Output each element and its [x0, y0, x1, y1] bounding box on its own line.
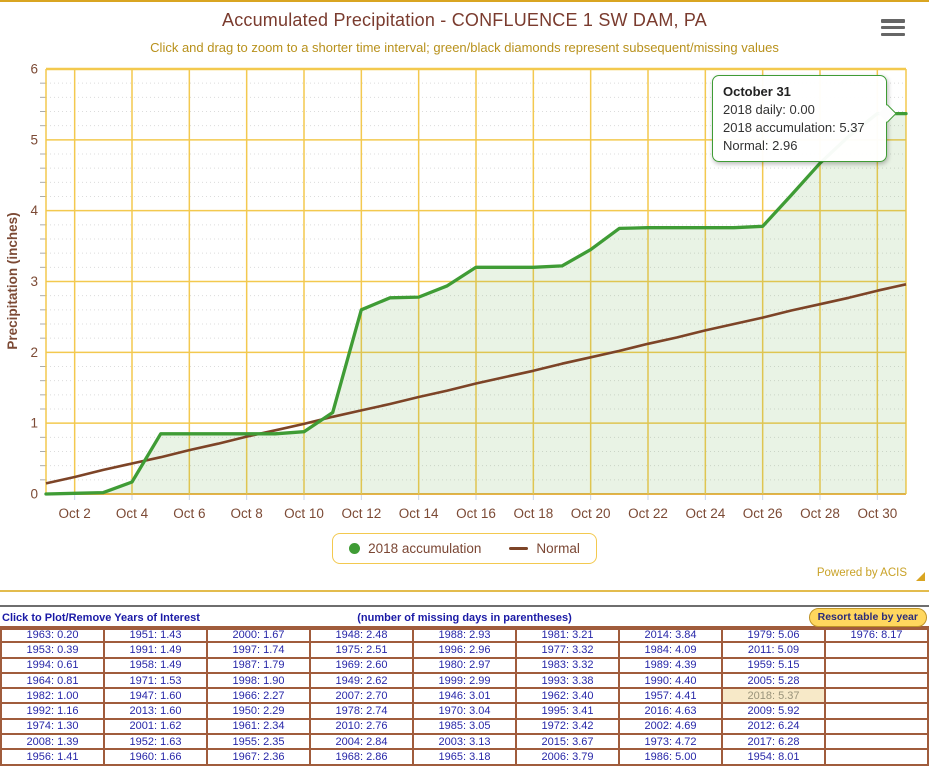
year-cell[interactable]: 1971: 1.53: [104, 673, 207, 688]
year-cell[interactable]: 1947: 1.60: [104, 688, 207, 703]
chart-subtitle: Click and drag to zoom to a shorter time interval; green/black diamonds represent subsequent/missing values: [150, 40, 779, 55]
year-cell[interactable]: 2001: 1.62: [104, 719, 207, 734]
x-axis-label: Oct 14: [398, 506, 439, 521]
year-cell[interactable]: 2007: 2.70: [310, 688, 413, 703]
year-cell[interactable]: 1992: 1.16: [1, 703, 104, 718]
empty-cell: [825, 734, 928, 749]
year-cell[interactable]: 2000: 1.67: [207, 627, 310, 642]
year-cell[interactable]: 1995: 3.41: [516, 703, 619, 718]
year-cell[interactable]: 1954: 8.01: [722, 749, 825, 764]
year-cell[interactable]: 1957: 4.41: [619, 688, 722, 703]
year-cell[interactable]: 1989: 4.39: [619, 658, 722, 673]
year-cell[interactable]: 1953: 0.39: [1, 642, 104, 657]
table-row: [1, 627, 928, 642]
tooltip-daily-value: 2018 daily: 0.00: [723, 102, 815, 117]
table-row: [1, 734, 928, 749]
year-cell[interactable]: 1965: 3.18: [413, 749, 516, 764]
year-cell[interactable]: 2006: 3.79: [516, 749, 619, 764]
x-axis-label: Oct 20: [570, 506, 611, 521]
empty-cell: [825, 673, 928, 688]
tooltip-accumulation-value: 2018 accumulation: 5.37: [723, 120, 865, 135]
year-cell[interactable]: 1999: 2.99: [413, 673, 516, 688]
year-cell[interactable]: 1972: 3.42: [516, 719, 619, 734]
x-axis-label: Oct 26: [742, 506, 783, 521]
year-cell[interactable]: 1967: 2.36: [207, 749, 310, 764]
year-cell[interactable]: 1960: 1.66: [104, 749, 207, 764]
x-axis-label: Oct 12: [341, 506, 382, 521]
y-axis-label: 5: [30, 132, 38, 148]
year-cell[interactable]: 2016: 4.63: [619, 703, 722, 718]
year-cell[interactable]: 1990: 4.40: [619, 673, 722, 688]
year-cell[interactable]: 2013: 1.60: [104, 703, 207, 718]
year-cell[interactable]: 1977: 3.32: [516, 642, 619, 657]
empty-cell: [825, 688, 928, 703]
year-cell[interactable]: 1976: 8.17: [825, 627, 928, 642]
x-axis-label: Oct 4: [115, 506, 149, 521]
year-cell[interactable]: 2005: 5.28: [722, 673, 825, 688]
year-cell[interactable]: 1980: 2.97: [413, 658, 516, 673]
year-cell[interactable]: 1986: 5.00: [619, 749, 722, 764]
year-cell[interactable]: 1962: 3.40: [516, 688, 619, 703]
year-cell[interactable]: 1985: 3.05: [413, 719, 516, 734]
x-axis-label: Oct 8: [230, 506, 263, 521]
y-axis-label: 6: [30, 61, 38, 77]
year-cell[interactable]: 2002: 4.69: [619, 719, 722, 734]
year-cell[interactable]: 1970: 3.04: [413, 703, 516, 718]
year-cell[interactable]: 2009: 5.92: [722, 703, 825, 718]
year-cell[interactable]: 2003: 3.13: [413, 734, 516, 749]
legend-item-2018-accumulation[interactable]: [349, 541, 481, 556]
year-cell[interactable]: 1987: 1.79: [207, 658, 310, 673]
table-row: [1, 688, 928, 703]
year-cell[interactable]: 1963: 0.20: [1, 627, 104, 642]
year-cell[interactable]: 1991: 1.49: [104, 642, 207, 657]
legend-box: [332, 533, 597, 564]
empty-cell: [825, 642, 928, 657]
year-cell[interactable]: 1974: 1.30: [1, 719, 104, 734]
year-cell[interactable]: 2017: 6.28: [722, 734, 825, 749]
table-row: [1, 658, 928, 673]
x-axis-label: Oct 28: [800, 506, 840, 521]
x-axis-label: Oct 16: [456, 506, 496, 521]
year-cell[interactable]: 1993: 3.38: [516, 673, 619, 688]
tooltip-date: October 31: [723, 84, 791, 99]
x-axis-label: Oct 2: [58, 506, 91, 521]
y-axis-title: Precipitation (inches): [5, 212, 20, 350]
year-cell[interactable]: 1968: 2.86: [310, 749, 413, 764]
powered-by-acis-link[interactable]: Powered by ACIS: [816, 567, 907, 579]
table-header-note: (number of missing days in parentheses): [357, 611, 572, 624]
year-cell[interactable]: 2012: 6.24: [722, 719, 825, 734]
table-row: [1, 719, 928, 734]
year-cell[interactable]: 1996: 2.96: [413, 642, 516, 657]
year-cell[interactable]: 1948: 2.48: [310, 627, 413, 642]
table-row: [1, 703, 928, 718]
section-divider: [0, 590, 929, 592]
year-cell[interactable]: 1979: 5.06: [722, 627, 825, 642]
y-axis-label: 3: [30, 274, 38, 289]
x-axis-label: Oct 30: [857, 506, 898, 521]
table-header-instruction: Click to Plot/Remove Years of Interest: [2, 611, 200, 624]
year-cell[interactable]: 1984: 4.09: [619, 642, 722, 657]
empty-cell: [825, 719, 928, 734]
chart-tooltip: [712, 75, 887, 162]
resort-table-button[interactable]: Resort table by year: [809, 608, 927, 627]
y-axis-label: 2: [30, 344, 38, 360]
year-cell[interactable]: 2014: 3.84: [619, 627, 722, 642]
year-cell[interactable]: 1966: 2.27: [207, 688, 310, 703]
year-cell[interactable]: 1994: 0.61: [1, 658, 104, 673]
legend-item-normal[interactable]: [509, 541, 580, 556]
table-row: [1, 749, 928, 764]
year-cell[interactable]: 1988: 2.93: [413, 627, 516, 642]
empty-cell: [825, 658, 928, 673]
year-cell[interactable]: 2010: 2.76: [310, 719, 413, 734]
page-title: Accumulated Precipitation - CONFLUENCE 1 SW DAM, PA: [221, 10, 707, 30]
year-cell[interactable]: 1961: 2.34: [207, 719, 310, 734]
year-cell[interactable]: 2011: 5.09: [722, 642, 825, 657]
table-row: [1, 642, 928, 657]
x-axis-label: Oct 18: [513, 506, 554, 521]
year-cell[interactable]: 1959: 5.15: [722, 658, 825, 673]
x-axis-label: Oct 22: [628, 506, 668, 521]
year-cell[interactable]: 1946: 3.01: [413, 688, 516, 703]
table-row: [1, 673, 928, 688]
x-axis-label: Oct 10: [284, 506, 324, 521]
tooltip-normal-value: Normal: 2.96: [723, 138, 798, 153]
year-cell-2018-highlighted[interactable]: 2018: 5.37: [722, 688, 825, 703]
legend-label: Normal: [536, 541, 580, 556]
year-cell[interactable]: 1952: 1.63: [104, 734, 207, 749]
year-cell[interactable]: 1998: 1.90: [207, 673, 310, 688]
resize-corner-icon: [916, 572, 925, 581]
year-cell[interactable]: 1978: 2.74: [310, 703, 413, 718]
year-cell[interactable]: 1949: 2.62: [310, 673, 413, 688]
years-of-interest-table: [0, 626, 929, 766]
y-axis-label: 0: [30, 486, 38, 502]
year-cell[interactable]: 1956: 1.41: [1, 749, 104, 764]
year-cell[interactable]: 1958: 1.49: [104, 658, 207, 673]
y-axis-label: 4: [30, 203, 38, 219]
x-axis-label: Oct 24: [685, 506, 726, 521]
legend-line-marker-icon: [509, 547, 528, 550]
year-cell[interactable]: 1981: 3.21: [516, 627, 619, 642]
y-axis-label: 1: [30, 415, 38, 431]
x-axis-label: Oct 6: [173, 506, 206, 521]
empty-cell: [825, 749, 928, 764]
year-cell[interactable]: 2015: 3.67: [516, 734, 619, 749]
year-cell[interactable]: 1983: 3.32: [516, 658, 619, 673]
year-cell[interactable]: 1950: 2.29: [207, 703, 310, 718]
year-cell[interactable]: 2004: 2.84: [310, 734, 413, 749]
empty-cell: [825, 703, 928, 718]
year-cell[interactable]: 1969: 2.60: [310, 658, 413, 673]
legend-circle-marker-icon: [349, 543, 360, 554]
legend-label: 2018 accumulation: [368, 541, 482, 556]
year-cell[interactable]: 1973: 4.72: [619, 734, 722, 749]
year-cell[interactable]: 1955: 2.35: [207, 734, 310, 749]
year-cell[interactable]: 1951: 1.43: [104, 627, 207, 642]
year-cell[interactable]: 1975: 2.51: [310, 642, 413, 657]
year-cell[interactable]: 1982: 1.00: [1, 688, 104, 703]
year-cell[interactable]: 1964: 0.81: [1, 673, 104, 688]
year-cell[interactable]: 2008: 1.39: [1, 734, 104, 749]
year-cell[interactable]: 1997: 1.74: [207, 642, 310, 657]
legend: [0, 533, 929, 564]
